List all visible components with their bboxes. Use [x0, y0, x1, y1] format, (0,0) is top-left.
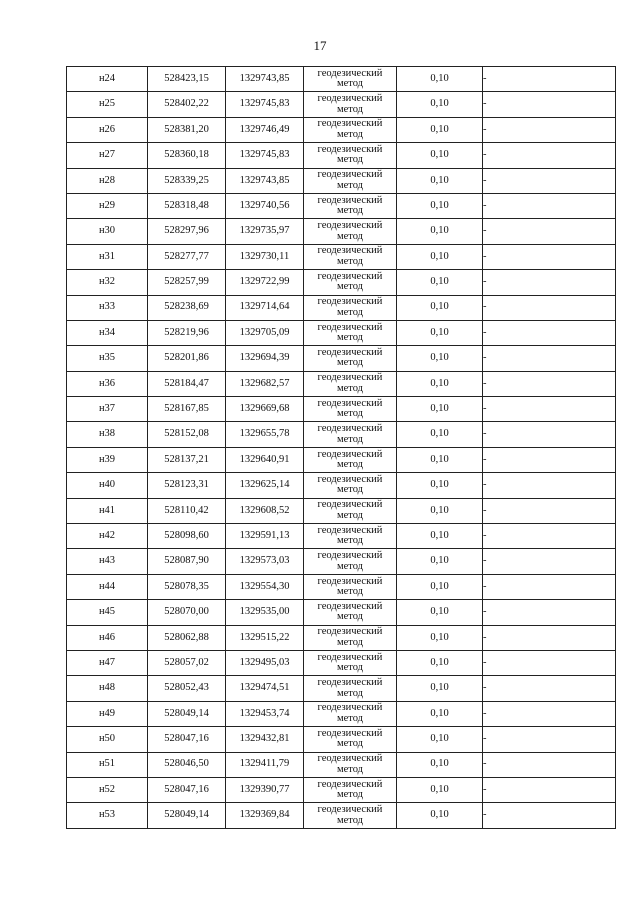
method-cell	[304, 676, 397, 701]
method-text: геодезический	[317, 575, 383, 587]
x-coordinate-cell: 528123,31	[148, 473, 226, 498]
accuracy-cell: 0,10	[397, 549, 483, 574]
table-row	[67, 117, 616, 142]
method-text: метод	[336, 687, 364, 699]
accuracy-cell: 0,10	[397, 67, 483, 92]
point-id-cell: н49	[67, 701, 148, 726]
accuracy-cell: 0,10	[397, 219, 483, 244]
method-text: метод	[336, 433, 364, 445]
x-coordinate-cell: 528137,21	[148, 447, 226, 472]
accuracy-cell: 0,10	[397, 600, 483, 625]
method-text: метод	[336, 408, 364, 420]
y-coordinate-cell: 1329432,81	[226, 727, 304, 752]
note-cell: -	[483, 498, 616, 523]
method-cell	[304, 397, 397, 422]
method-cell	[304, 549, 397, 574]
table-row	[67, 320, 616, 345]
table-row	[67, 574, 616, 599]
point-id-cell: н32	[67, 270, 148, 295]
table-row	[67, 67, 616, 92]
method-text: метод	[336, 281, 364, 293]
accuracy-cell: 0,10	[397, 244, 483, 269]
x-coordinate-cell: 528184,47	[148, 371, 226, 396]
note-cell: -	[483, 320, 616, 345]
method-text: геодезический	[317, 778, 383, 790]
method-text: метод	[336, 535, 364, 547]
method-text: геодезический	[317, 600, 383, 612]
method-text: метод	[336, 128, 364, 140]
y-coordinate-cell: 1329515,22	[226, 625, 304, 650]
x-coordinate-cell: 528078,35	[148, 574, 226, 599]
method-text: геодезический	[317, 448, 383, 460]
coordinates-table-body	[67, 67, 616, 829]
method-text: метод	[336, 560, 364, 572]
note-cell: -	[483, 295, 616, 320]
y-coordinate-cell: 1329554,30	[226, 574, 304, 599]
method-text: геодезический	[317, 67, 383, 79]
accuracy-cell: 0,10	[397, 371, 483, 396]
x-coordinate-cell: 528318,48	[148, 193, 226, 218]
method-cell	[304, 625, 397, 650]
note-cell: -	[483, 143, 616, 168]
method-text: геодезический	[317, 321, 383, 333]
point-id-cell: н53	[67, 803, 148, 828]
x-coordinate-cell: 528052,43	[148, 676, 226, 701]
method-text: метод	[336, 712, 364, 724]
table-row	[67, 777, 616, 802]
method-cell	[304, 244, 397, 269]
point-id-cell: н47	[67, 650, 148, 675]
table-row	[67, 143, 616, 168]
page-number: 17	[313, 38, 327, 53]
table-row	[67, 422, 616, 447]
method-text: метод	[336, 230, 364, 242]
y-coordinate-cell: 1329625,14	[226, 473, 304, 498]
method-text: геодезический	[317, 423, 383, 435]
method-cell	[304, 473, 397, 498]
method-cell	[304, 346, 397, 371]
point-id-cell: н34	[67, 320, 148, 345]
note-cell: -	[483, 650, 616, 675]
point-id-cell: н51	[67, 752, 148, 777]
method-text: метод	[336, 255, 364, 267]
method-text: метод	[336, 636, 364, 648]
method-cell	[304, 777, 397, 802]
method-text: геодезический	[317, 270, 383, 282]
note-cell: -	[483, 625, 616, 650]
method-cell	[304, 600, 397, 625]
method-text: геодезический	[317, 397, 383, 409]
x-coordinate-cell: 528110,42	[148, 498, 226, 523]
y-coordinate-cell: 1329474,51	[226, 676, 304, 701]
table-row	[67, 295, 616, 320]
point-id-cell: н52	[67, 777, 148, 802]
method-cell	[304, 752, 397, 777]
method-cell	[304, 92, 397, 117]
method-cell	[304, 67, 397, 92]
x-coordinate-cell: 528047,16	[148, 727, 226, 752]
accuracy-cell: 0,10	[397, 447, 483, 472]
point-id-cell: н31	[67, 244, 148, 269]
x-coordinate-cell: 528047,16	[148, 777, 226, 802]
accuracy-cell: 0,10	[397, 803, 483, 828]
method-text: геодезический	[317, 245, 383, 257]
method-text: геодезический	[317, 473, 383, 485]
note-cell: -	[483, 574, 616, 599]
table-row	[67, 92, 616, 117]
method-text: метод	[336, 205, 364, 217]
method-text: геодезический	[317, 372, 383, 384]
point-id-cell: н27	[67, 143, 148, 168]
y-coordinate-cell: 1329705,09	[226, 320, 304, 345]
table-row	[67, 803, 616, 828]
accuracy-cell: 0,10	[397, 295, 483, 320]
accuracy-cell: 0,10	[397, 752, 483, 777]
point-id-cell: н48	[67, 676, 148, 701]
table-row	[67, 397, 616, 422]
note-cell: -	[483, 67, 616, 92]
accuracy-cell: 0,10	[397, 625, 483, 650]
x-coordinate-cell: 528257,99	[148, 270, 226, 295]
method-text: геодезический	[317, 727, 383, 739]
accuracy-cell: 0,10	[397, 92, 483, 117]
table-row	[67, 371, 616, 396]
method-cell	[304, 803, 397, 828]
point-id-cell: н41	[67, 498, 148, 523]
note-cell: -	[483, 701, 616, 726]
method-text: геодезический	[317, 550, 383, 562]
note-cell: -	[483, 803, 616, 828]
method-text: метод	[336, 611, 364, 623]
y-coordinate-cell: 1329591,13	[226, 524, 304, 549]
point-id-cell: н43	[67, 549, 148, 574]
method-cell	[304, 371, 397, 396]
point-id-cell: н30	[67, 219, 148, 244]
method-cell	[304, 193, 397, 218]
point-id-cell: н35	[67, 346, 148, 371]
table-row	[67, 447, 616, 472]
x-coordinate-cell: 528381,20	[148, 117, 226, 142]
method-text: метод	[336, 78, 364, 90]
note-cell: -	[483, 371, 616, 396]
table-row	[67, 600, 616, 625]
method-cell	[304, 168, 397, 193]
y-coordinate-cell: 1329745,83	[226, 92, 304, 117]
y-coordinate-cell: 1329743,85	[226, 168, 304, 193]
point-id-cell: н44	[67, 574, 148, 599]
y-coordinate-cell: 1329730,11	[226, 244, 304, 269]
note-cell: -	[483, 676, 616, 701]
x-coordinate-cell: 528297,96	[148, 219, 226, 244]
table-row	[67, 168, 616, 193]
point-id-cell: н38	[67, 422, 148, 447]
note-cell: -	[483, 422, 616, 447]
note-cell: -	[483, 244, 616, 269]
note-cell: -	[483, 447, 616, 472]
table-row	[67, 727, 616, 752]
coordinates-table	[66, 66, 616, 829]
y-coordinate-cell: 1329573,03	[226, 549, 304, 574]
table-row	[67, 752, 616, 777]
accuracy-cell: 0,10	[397, 701, 483, 726]
note-cell: -	[483, 219, 616, 244]
method-cell	[304, 270, 397, 295]
y-coordinate-cell: 1329411,79	[226, 752, 304, 777]
table-row	[67, 219, 616, 244]
method-text: метод	[336, 332, 364, 344]
table-row	[67, 473, 616, 498]
accuracy-cell: 0,10	[397, 270, 483, 295]
method-cell	[304, 447, 397, 472]
accuracy-cell: 0,10	[397, 777, 483, 802]
method-text: метод	[336, 154, 364, 166]
method-text: метод	[336, 306, 364, 318]
method-text: метод	[336, 103, 364, 115]
method-cell	[304, 117, 397, 142]
y-coordinate-cell: 1329746,49	[226, 117, 304, 142]
method-text: метод	[336, 662, 364, 674]
table-row	[67, 270, 616, 295]
method-text: геодезический	[317, 804, 383, 816]
method-text: геодезический	[317, 702, 383, 714]
point-id-cell: н42	[67, 524, 148, 549]
method-cell	[304, 422, 397, 447]
accuracy-cell: 0,10	[397, 397, 483, 422]
x-coordinate-cell: 528087,90	[148, 549, 226, 574]
x-coordinate-cell: 528057,02	[148, 650, 226, 675]
x-coordinate-cell: 528152,08	[148, 422, 226, 447]
method-text: геодезический	[317, 626, 383, 638]
y-coordinate-cell: 1329743,85	[226, 67, 304, 92]
y-coordinate-cell: 1329390,77	[226, 777, 304, 802]
method-cell	[304, 498, 397, 523]
point-id-cell: н46	[67, 625, 148, 650]
note-cell: -	[483, 397, 616, 422]
note-cell: -	[483, 270, 616, 295]
accuracy-cell: 0,10	[397, 117, 483, 142]
point-id-cell: н28	[67, 168, 148, 193]
note-cell: -	[483, 346, 616, 371]
accuracy-cell: 0,10	[397, 727, 483, 752]
y-coordinate-cell: 1329745,83	[226, 143, 304, 168]
method-text: геодезический	[317, 143, 383, 155]
method-text: метод	[336, 179, 364, 191]
method-text: геодезический	[317, 194, 383, 206]
method-text: метод	[336, 738, 364, 750]
note-cell: -	[483, 600, 616, 625]
method-cell	[304, 295, 397, 320]
table-row	[67, 701, 616, 726]
x-coordinate-cell: 528098,60	[148, 524, 226, 549]
point-id-cell: н36	[67, 371, 148, 396]
table-row	[67, 193, 616, 218]
x-coordinate-cell: 528049,14	[148, 803, 226, 828]
y-coordinate-cell: 1329669,68	[226, 397, 304, 422]
method-cell	[304, 219, 397, 244]
y-coordinate-cell: 1329694,39	[226, 346, 304, 371]
x-coordinate-cell: 528049,14	[148, 701, 226, 726]
x-coordinate-cell: 528402,22	[148, 92, 226, 117]
y-coordinate-cell: 1329495,03	[226, 650, 304, 675]
method-text: геодезический	[317, 524, 383, 536]
method-text: геодезический	[317, 296, 383, 308]
method-text: метод	[336, 459, 364, 471]
accuracy-cell: 0,10	[397, 143, 483, 168]
x-coordinate-cell: 528070,00	[148, 600, 226, 625]
note-cell: -	[483, 168, 616, 193]
method-text: метод	[336, 484, 364, 496]
method-text: метод	[336, 763, 364, 775]
note-cell: -	[483, 524, 616, 549]
point-id-cell: н33	[67, 295, 148, 320]
method-text: геодезический	[317, 651, 383, 663]
method-text: метод	[336, 357, 364, 369]
table-row	[67, 676, 616, 701]
point-id-cell: н25	[67, 92, 148, 117]
method-text: метод	[336, 789, 364, 801]
method-text: геодезический	[317, 118, 383, 130]
point-id-cell: н26	[67, 117, 148, 142]
x-coordinate-cell: 528062,88	[148, 625, 226, 650]
point-id-cell: н45	[67, 600, 148, 625]
table-row	[67, 524, 616, 549]
x-coordinate-cell: 528277,77	[148, 244, 226, 269]
x-coordinate-cell: 528339,25	[148, 168, 226, 193]
table-row	[67, 244, 616, 269]
y-coordinate-cell: 1329608,52	[226, 498, 304, 523]
x-coordinate-cell: 528360,18	[148, 143, 226, 168]
point-id-cell: н37	[67, 397, 148, 422]
point-id-cell: н24	[67, 67, 148, 92]
method-text: метод	[336, 509, 364, 521]
method-text: геодезический	[317, 346, 383, 358]
method-text: геодезический	[317, 93, 383, 105]
y-coordinate-cell: 1329735,97	[226, 219, 304, 244]
accuracy-cell: 0,10	[397, 346, 483, 371]
table-row	[67, 650, 616, 675]
x-coordinate-cell: 528238,69	[148, 295, 226, 320]
y-coordinate-cell: 1329682,57	[226, 371, 304, 396]
accuracy-cell: 0,10	[397, 320, 483, 345]
y-coordinate-cell: 1329535,00	[226, 600, 304, 625]
accuracy-cell: 0,10	[397, 498, 483, 523]
table-row	[67, 549, 616, 574]
y-coordinate-cell: 1329453,74	[226, 701, 304, 726]
note-cell: -	[483, 752, 616, 777]
method-text: метод	[336, 382, 364, 394]
y-coordinate-cell: 1329722,99	[226, 270, 304, 295]
point-id-cell: н50	[67, 727, 148, 752]
method-cell	[304, 320, 397, 345]
accuracy-cell: 0,10	[397, 473, 483, 498]
method-text: геодезический	[317, 169, 383, 181]
note-cell: -	[483, 193, 616, 218]
method-cell	[304, 574, 397, 599]
x-coordinate-cell: 528201,86	[148, 346, 226, 371]
method-cell	[304, 727, 397, 752]
note-cell: -	[483, 473, 616, 498]
accuracy-cell: 0,10	[397, 676, 483, 701]
method-text: геодезический	[317, 677, 383, 689]
accuracy-cell: 0,10	[397, 524, 483, 549]
method-text: геодезический	[317, 220, 383, 232]
note-cell: -	[483, 549, 616, 574]
point-id-cell: н29	[67, 193, 148, 218]
method-cell	[304, 701, 397, 726]
table-row	[67, 498, 616, 523]
method-text: метод	[336, 814, 364, 826]
note-cell: -	[483, 117, 616, 142]
accuracy-cell: 0,10	[397, 422, 483, 447]
x-coordinate-cell: 528046,50	[148, 752, 226, 777]
y-coordinate-cell: 1329655,78	[226, 422, 304, 447]
y-coordinate-cell: 1329640,91	[226, 447, 304, 472]
point-id-cell: н40	[67, 473, 148, 498]
y-coordinate-cell: 1329740,56	[226, 193, 304, 218]
accuracy-cell: 0,10	[397, 193, 483, 218]
table-row	[67, 625, 616, 650]
table-row	[67, 346, 616, 371]
accuracy-cell: 0,10	[397, 574, 483, 599]
method-cell	[304, 524, 397, 549]
method-text: метод	[336, 586, 364, 597]
accuracy-cell: 0,10	[397, 168, 483, 193]
y-coordinate-cell: 1329369,84	[226, 803, 304, 828]
method-cell	[304, 143, 397, 168]
y-coordinate-cell: 1329714,64	[226, 295, 304, 320]
method-text: геодезический	[317, 499, 383, 511]
note-cell: -	[483, 727, 616, 752]
x-coordinate-cell: 528219,96	[148, 320, 226, 345]
x-coordinate-cell: 528167,85	[148, 397, 226, 422]
note-cell: -	[483, 777, 616, 802]
method-cell	[304, 650, 397, 675]
x-coordinate-cell: 528423,15	[148, 67, 226, 92]
method-text: геодезический	[317, 753, 383, 765]
accuracy-cell: 0,10	[397, 650, 483, 675]
note-cell: -	[483, 92, 616, 117]
point-id-cell: н39	[67, 447, 148, 472]
